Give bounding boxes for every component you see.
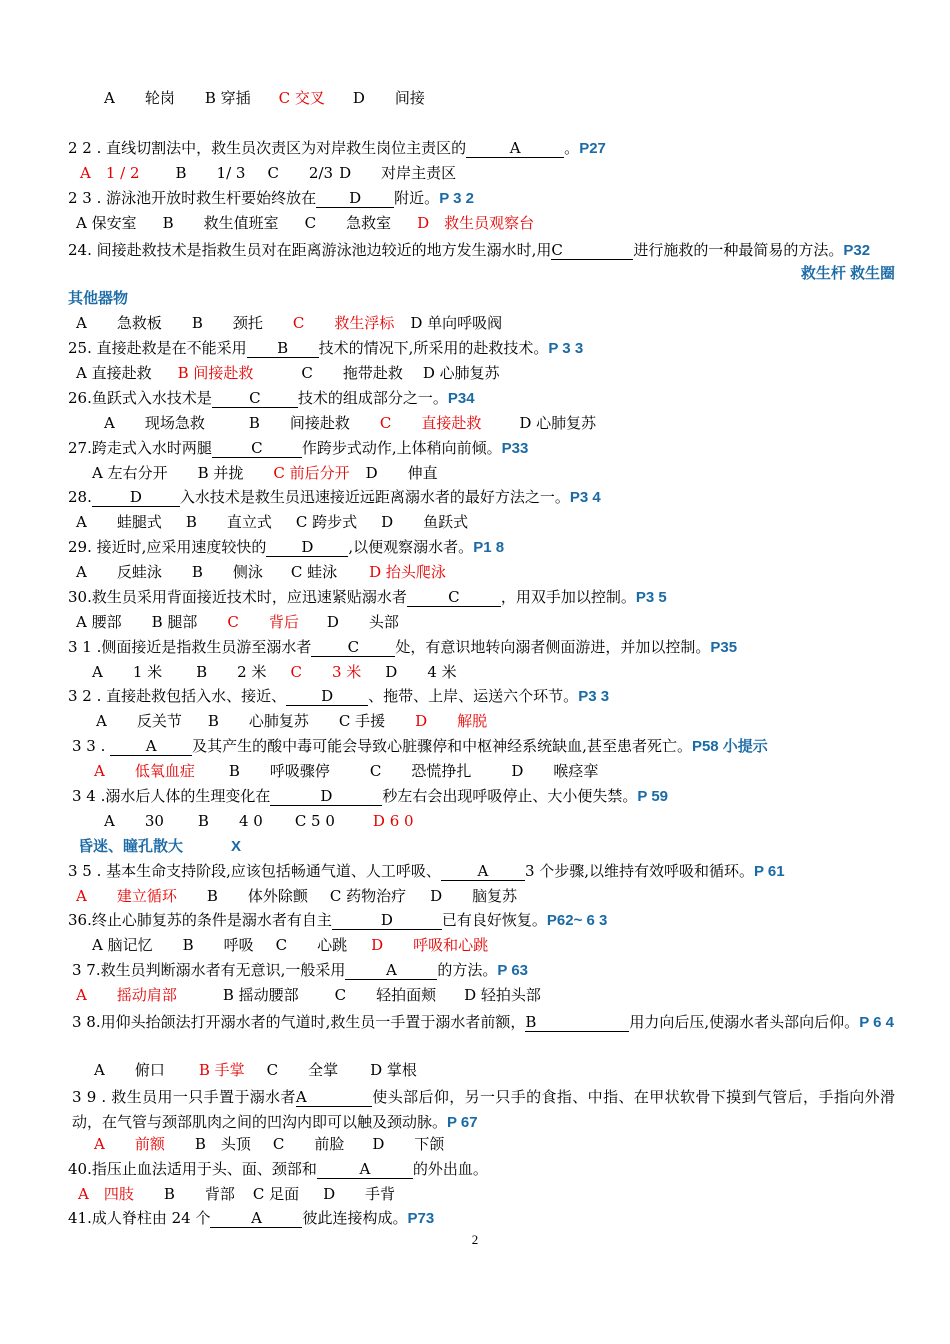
option-d: D 间接 xyxy=(352,89,425,107)
question-text: 30.救生员采用背面接近技术时，应迅速紧贴溺水者 xyxy=(68,588,407,606)
question-text: 25. 直接赴救是在不能采用 xyxy=(68,339,247,357)
question-28 xyxy=(68,487,895,508)
question-36 xyxy=(68,910,895,931)
answer-blank: A xyxy=(110,737,192,756)
option-a: A 急救板 xyxy=(76,314,162,332)
option-c: C 救生浮标 xyxy=(292,314,395,332)
options-33 xyxy=(94,761,895,781)
question-tail: 及其产生的酸中毒可能会导致心脏骤停和中枢神经系统缺血,甚至患者死亡。 xyxy=(192,737,692,755)
option-b: B 背部 xyxy=(163,1185,235,1203)
options-35 xyxy=(76,886,895,906)
option-c: C 3 米 xyxy=(290,663,362,681)
option-d: D 解脱 xyxy=(415,712,488,730)
option-a: A 保安室 xyxy=(76,214,137,232)
question-29 xyxy=(68,537,895,558)
option-b: B 1/ 3 xyxy=(175,164,246,182)
option-d: D 抬头爬泳 xyxy=(369,563,446,581)
option-a: A 蛙腿式 xyxy=(76,513,162,531)
question-39 xyxy=(72,1085,895,1135)
option-b: B 侧泳 xyxy=(191,563,263,581)
option-a: A 摇动肩部 xyxy=(76,986,177,1004)
answer-note: 其他器物 xyxy=(68,290,129,307)
question-tail: 3 个步骤,以维持有效呼吸和循环。 xyxy=(524,862,755,880)
option-d: D 手背 xyxy=(323,1185,396,1203)
option-b: B 颈托 xyxy=(191,314,263,332)
options-23 xyxy=(76,213,895,233)
option-b: B 救生值班室 xyxy=(162,214,279,232)
option-b: B 穿插 xyxy=(204,89,251,107)
answer-blank: D xyxy=(286,687,368,706)
page-ref: P27 xyxy=(579,140,606,157)
options-24 xyxy=(76,313,895,333)
question-tail: 用力向后压,使溺水者头部向后仰。 xyxy=(629,1013,860,1031)
option-a: A 1 / 2 xyxy=(80,164,140,182)
answer-blank: D xyxy=(270,787,382,806)
options-40 xyxy=(78,1184,895,1204)
question-text: 3 1 .侧面接近是指救生员游至溺水者 xyxy=(68,638,312,656)
options-38 xyxy=(94,1060,895,1080)
page-ref: P1 8 xyxy=(473,539,505,556)
option-b: B 2 米 xyxy=(196,663,267,681)
answer-blank: C xyxy=(311,638,395,657)
question-text: 26.鱼跃式入水技术是 xyxy=(68,389,212,407)
page-ref: P33 xyxy=(501,440,529,457)
option-d: D 伸直 xyxy=(365,464,438,482)
answer-blank: A xyxy=(317,1160,413,1179)
question-27 xyxy=(68,438,895,459)
question-text: 3 9 . 救生员用一只手置于溺水者 xyxy=(72,1088,296,1106)
question-tail: ,以便观察溺水者。 xyxy=(348,538,474,556)
page-ref: P 67 xyxy=(447,1114,478,1131)
question-text: 27.跨走式入水时两腿 xyxy=(68,439,212,457)
option-b: B 呼吸 xyxy=(182,936,254,954)
option-a: A 低氧血症 xyxy=(94,762,195,780)
question-text: 3 3 . xyxy=(72,737,111,755)
option-c: C 全掌 xyxy=(266,1061,339,1079)
option-d: D 心肺复苏 xyxy=(422,364,500,382)
option-a: A 轮岗 xyxy=(104,89,175,107)
option-a: A 脑记忆 xyxy=(92,936,153,954)
annotation-34 xyxy=(78,836,895,857)
option-b: B 4 0 xyxy=(197,812,263,830)
question-text: 41.成人脊柱由 24 个 xyxy=(68,1209,211,1227)
option-d: D 喉痉挛 xyxy=(511,762,599,780)
page-ref: P 59 xyxy=(637,788,669,805)
option-b: B 体外除颤 xyxy=(206,887,308,905)
answer-blank: A xyxy=(296,1088,372,1107)
option-d: D 呼吸和心跳 xyxy=(371,936,489,954)
question-tail: 。 xyxy=(564,139,580,157)
question-text: 24. 间接赴救技术是指救生员对在距离游泳池边较近的地方发生溺水时,用 xyxy=(68,241,552,259)
options-27 xyxy=(92,463,895,483)
option-a: A 四肢 xyxy=(78,1185,134,1203)
option-d: D 救生员观察台 xyxy=(417,214,535,232)
answer-blank: B xyxy=(525,1013,629,1032)
answer-blank: A xyxy=(441,862,525,881)
options-22 xyxy=(80,163,895,183)
page-ref: P3 5 xyxy=(635,589,667,606)
option-a: A 30 xyxy=(104,812,164,830)
answer-blank: C xyxy=(212,439,302,458)
question-text: 3 7.救生员判断溺水者有无意识,一般采用 xyxy=(72,961,346,979)
question-31 xyxy=(68,637,895,658)
option-b: B 腿部 xyxy=(151,613,198,631)
page-ref: P35 xyxy=(710,639,738,656)
question-tail: 的方法。 xyxy=(437,961,498,979)
page-ref: P34 xyxy=(447,390,475,407)
question-text: 3 2 . 直接赴救包括入水、接近、 xyxy=(68,687,287,705)
question-tail: 技术的情况下,所采用的赴救技术。 xyxy=(318,339,549,357)
question-32 xyxy=(68,686,895,707)
option-a: A 左右分开 xyxy=(92,464,168,482)
question-tail: 进行施救的一种最简易的方法。 xyxy=(633,241,844,259)
options-25 xyxy=(76,363,895,383)
annotation-24 xyxy=(801,263,895,284)
page-ref: P58 小提示 xyxy=(691,738,768,755)
option-d: D 掌根 xyxy=(370,1061,417,1079)
question-text: 3 8.用仰头抬颌法打开溺水者的气道时,救生员一手置于溺水者前额， xyxy=(72,1013,526,1031)
question-34 xyxy=(72,786,895,807)
question-text: 28. xyxy=(68,488,92,506)
answer-note: 昏迷、瞳孔散大 xyxy=(78,838,184,855)
question-tail: 彼此连接构成。 xyxy=(302,1209,408,1227)
question-35 xyxy=(68,861,895,882)
option-b: B 直立式 xyxy=(185,513,272,531)
answer-blank: A xyxy=(345,961,437,980)
question-26 xyxy=(68,388,895,409)
question-30 xyxy=(68,587,895,608)
question-33 xyxy=(72,736,895,757)
question-text: 36.终止心肺复苏的条件是溺水者有自主 xyxy=(68,911,332,929)
question-tail: 作跨步式动作,上体稍向前倾。 xyxy=(301,439,502,457)
option-b: B 手掌 xyxy=(198,1061,245,1079)
option-d: D 6 0 xyxy=(372,812,414,830)
option-c: C 前后分开 xyxy=(273,464,350,482)
question-40 xyxy=(68,1159,895,1179)
option-d: D 鱼跃式 xyxy=(381,513,469,531)
question-tail: ，用双手加以控制。 xyxy=(500,588,636,606)
options-37 xyxy=(76,985,895,1005)
option-d: D 头部 xyxy=(326,613,399,631)
options-34 xyxy=(104,811,895,831)
option-c: C 5 0 xyxy=(294,812,335,830)
option-c: C 跨步式 xyxy=(295,513,358,531)
page-ref: P 3 3 xyxy=(548,340,584,357)
question-tail: 处，有意识地转向溺者侧面游进，并加以控制。 xyxy=(395,638,711,656)
answer-blank: A xyxy=(210,1209,302,1228)
question-text: 2 3 . 游泳池开放时救生杆要始终放在 xyxy=(68,189,317,207)
option-d: D 单向呼吸阀 xyxy=(410,314,503,332)
option-b: B 摇动腰部 xyxy=(222,986,299,1004)
answer-note: 救生杆 救生圈 xyxy=(800,265,895,282)
option-c: C 蛙泳 xyxy=(290,563,338,581)
option-c: C 拖带赴救 xyxy=(301,364,403,382)
question-22 xyxy=(68,138,895,159)
question-tail: 入水技术是救生员迅速接近远距离溺水者的最好方法之一。 xyxy=(179,488,570,506)
question-tail: 秒左右会出现呼吸停止、大小便失禁。 xyxy=(382,787,638,805)
answer-blank: C xyxy=(551,241,633,260)
options-31 xyxy=(92,662,895,682)
page-ref: P3 4 xyxy=(569,489,601,506)
question-tail: 已有良好恢复。 xyxy=(441,911,547,929)
option-b: B 呼吸骤停 xyxy=(228,762,330,780)
question-text: 3 4 .溺水后人体的生理变化在 xyxy=(72,787,271,805)
answer-blank: C xyxy=(407,588,501,607)
option-a: A 现场急救 xyxy=(104,414,205,432)
option-c: C 交叉 xyxy=(278,89,325,107)
question-text: 2 2 . 直线切割法中，救生员次责区为对岸救生岗位主责区的 xyxy=(68,139,467,157)
options-39 xyxy=(94,1134,895,1154)
option-c: C 前脸 xyxy=(272,1135,345,1153)
option-b: B 间接赴救 xyxy=(248,414,350,432)
option-a: A 腰部 xyxy=(76,613,122,631)
option-a: A 前额 xyxy=(94,1135,165,1153)
question-37 xyxy=(72,960,895,981)
annotation-24-line2 xyxy=(68,288,895,309)
option-c: C 恐慌挣扎 xyxy=(369,762,472,780)
option-c: C 背后 xyxy=(227,613,299,631)
options-32 xyxy=(96,711,895,731)
answer-blank: C xyxy=(212,389,298,408)
question-24 xyxy=(68,238,895,263)
option-a: A 反关节 xyxy=(96,712,182,730)
option-c: C 2/3 xyxy=(267,164,334,182)
question-41 xyxy=(68,1208,895,1229)
option-c: C 轻拍面颊 xyxy=(334,986,437,1004)
options-29 xyxy=(76,562,895,582)
page-ref: P 61 xyxy=(754,863,785,880)
page-ref: P32 xyxy=(843,242,871,259)
option-d: D 心肺复苏 xyxy=(519,414,597,432)
option-d: D 下颌 xyxy=(372,1135,445,1153)
question-tail: 使头部后仰，另一只手的食指、中指、在甲状软骨下摸到气管后，手指向外滑动，在气管与颈部肌肉之间的凹沟内即可以触及颈动脉。 xyxy=(72,1088,895,1131)
option-d: D 4 米 xyxy=(385,663,457,681)
option-a: A 建立循环 xyxy=(76,887,177,905)
page-ref: P3 3 xyxy=(578,688,610,705)
answer-blank: D xyxy=(332,911,442,930)
page-ref: P 3 2 xyxy=(439,190,474,207)
question-tail: 技术的组成部分之一。 xyxy=(297,389,448,407)
question-tail: 的外出血。 xyxy=(412,1160,488,1178)
question-tail: 附近。 xyxy=(394,189,440,207)
answer-blank: B xyxy=(247,339,319,358)
option-b: B 头顶 xyxy=(194,1135,251,1153)
options-26 xyxy=(104,413,895,433)
option-c: C 直接赴救 xyxy=(379,414,482,432)
option-a: A 俯口 xyxy=(94,1061,165,1079)
answer-blank: D xyxy=(316,189,394,208)
question-text: 40.指压止血法适用于头、面、颈部和 xyxy=(68,1160,317,1178)
option-a: A 反蛙泳 xyxy=(76,563,162,581)
option-c: C 药物治疗 xyxy=(329,887,407,905)
answer-blank: A xyxy=(466,139,564,158)
options-28 xyxy=(76,512,895,532)
question-tail: 、拖带、上岸、运送六个环节。 xyxy=(368,687,579,705)
option-d: D 对岸主责区 xyxy=(339,164,457,182)
options-30 xyxy=(76,612,895,632)
option-a: A 1 米 xyxy=(92,663,163,681)
page-ref: P 6 4 xyxy=(859,1014,894,1031)
page-number: 2 xyxy=(471,1232,479,1247)
answer-blank: D xyxy=(266,538,348,557)
option-b: B 间接赴救 xyxy=(177,364,254,382)
options-row-prev xyxy=(104,88,895,108)
option-d: D 轻拍头部 xyxy=(464,986,541,1004)
option-c: C 足面 xyxy=(252,1185,300,1203)
option-c: C 急救室 xyxy=(304,214,392,232)
option-c: C 心跳 xyxy=(275,936,348,954)
option-a: A 直接赴救 xyxy=(76,364,152,382)
page-ref: P62~ 6 3 xyxy=(546,912,608,929)
option-b: B 并拢 xyxy=(197,464,244,482)
question-23 xyxy=(68,188,895,209)
question-38 xyxy=(72,1010,895,1035)
question-25 xyxy=(68,338,895,359)
option-c: C 手援 xyxy=(338,712,386,730)
answer-blank: D xyxy=(92,488,180,507)
question-text: 3 5 . 基本生命支持阶段,应该包括畅通气道、人工呼吸、 xyxy=(68,862,441,880)
page-ref: P 63 xyxy=(497,962,529,979)
cross-mark: X xyxy=(231,838,242,855)
question-text: 29. 接近时,应采用速度较快的 xyxy=(68,538,267,556)
page-ref: P73 xyxy=(407,1210,435,1227)
options-36 xyxy=(92,935,895,955)
option-b: B 心肺复苏 xyxy=(207,712,309,730)
option-d: D 脑复苏 xyxy=(430,887,518,905)
